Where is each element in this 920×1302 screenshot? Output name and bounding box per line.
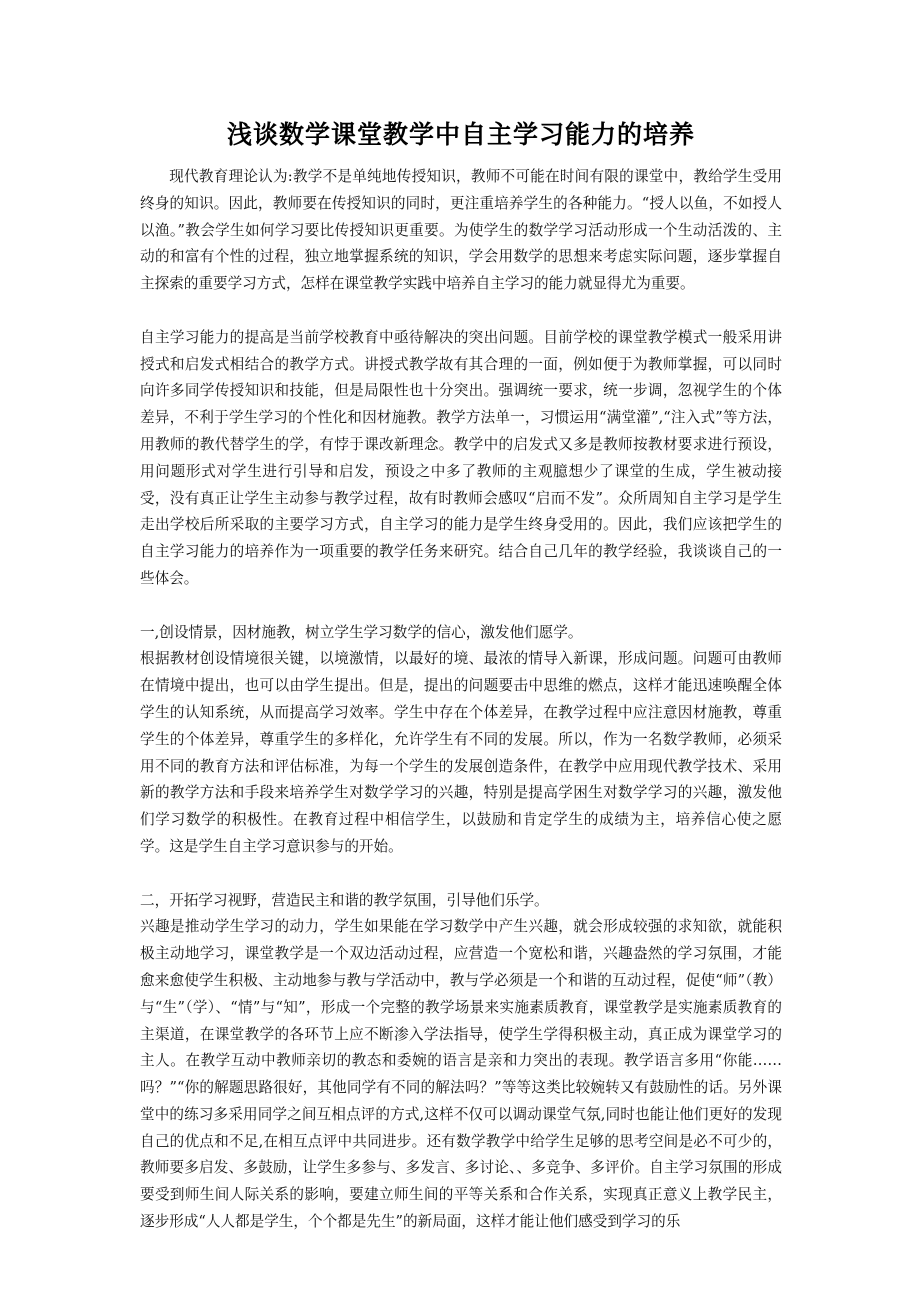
paragraph-gap — [140, 298, 782, 325]
problem-paragraph: 自主学习能力的提高是当前学校教育中亟待解决的突出问题。目前学校的课堂教学模式一般采用讲授式和启发式相结合的教学方式。讲授式教学故有其合理的一面，例如便于为教师掌握，可以同时向许多同学传授知识和技能，但是局限性也十分突出。强调统一要求，统一步调，忽视学生的个体差异，不利于学生学习的个性化和因材施教。教学方法单一，习惯运用“满堂灌”,“注入式”等方法，用教师的教代替学生的学，有悖于课改新理念。教学中的启发式又多是教师按教材要求进行预设，用问题形式对学生进行引导和启发，预设之中多了教师的主观臆想少了课堂的生成，学生被动接受，没有真正让学生主动参与教学过程，故有时教师会感叹“启而不发”。众所周知自主学习是学生走出学校后所采取的主要学习方式，自主学习的能力是学生终身受用的。因此，我们应该把学生的自主学习能力的培养作为一项重要的教学任务来研究。结合自己几年的教学经验，我谈谈自己的一些体会。 — [140, 328, 782, 587]
section-heading-2: 二，开拓学习视野，营造民主和谐的教学氛围，引导他们乐学。 — [140, 891, 549, 909]
paragraph-gap — [140, 861, 782, 888]
paragraph-gap — [140, 593, 782, 620]
section-body-1: 根据教材创设情境很关键，以境激情，以最好的境、最浓的情导入新课，形成问题。问题可由教师在情境中提出，也可以由学生提出。但是，提出的问题要击中思维的燃点，这样才能迅速唤醒全体学生的认知系统，从而提高学习效率。学生中存在个体差异，在教学过程中应注意因材施教，尊重学生的个体差异，尊重学生的多样化，允许学生有不同的发展。所以，作为一名数学教师，必须采用不同的教育方法和评估标准，为每一个学生的发展创造条件，在教学中应用现代教学技术、采用新的教学方法和手段来培养学生对数学学习的兴趣，特别是提高学困生对数学学习的兴趣，激发他们学习数学的积极性。在教育过程中相信学生，以鼓励和肯定学生的成绩为主，培养信心使之愿学。这是学生自主学习意识参与的开始。 — [140, 650, 782, 855]
intro-paragraph: 现代教育理论认为:教学不是单纯地传授知识，教师不可能在时间有限的课堂中，教给学生受用终身的知识。因此，教师要在传授知识的同时，更注重培养学生的各种能力。“授人以鱼，不如授人以渔。”教会学生如何学习要比传授知识更重要。为使学生的数学学习活动形成一个生动活泼的、主动的和富有个性的过程，独立地掌握系统的知识，学会用数学的思想来考虑实际问题，逐步掌握自主探索的重要学习方式，怎样在课堂教学实践中培养自主学习的能力就显得尤为重要。 — [140, 168, 782, 293]
document-page — [140, 114, 782, 1236]
section-body-2: 兴趣是推动学生学习的动力，学生如果能在学习数学中产生兴趣，就会形成较强的求知欲，就能积极主动地学习，课堂教学是一个双边活动过程，应营造一个宽松和谐，兴趣盎然的学习氛围，才能愈来愈使学生积极、主动地参与教与学活动中，教与学必须是一个和谐的互动过程，促使“师”（教）与“生”（学）、“情”与“知”，形成一个完整的教学场景来实施素质教育，课堂教学是实施素质教育的主渠道，在课堂教学的各环节上应不断渗入学法指导，使学生学得积极主动，真正成为课堂学习的主人。在教学互动中教师亲切的教态和委婉的语言是亲和力突出的表现。教学语言多用“你能……吗？”“你的解题思路很好，其他同学有不同的解法吗？”等等这类比较婉转又有鼓励性的话。另外课堂中的练习多采用同学之间互相点评的方式,这样不仅可以调动课堂气氛,同时也能让他们更好的发现自己的优点和不足,在相互点评中共同进步。还有数学教学中给学生足够的思考空间是必不可少的，教师要多启发、多鼓励，让学生多参与、多发言、多讨论、、多竞争、多评价。自主学习氛围的形成要受到师生间人际关系的影响，要建立师生间的平等关系和合作关系，实现真正意义上教学民主，逐步形成“人人都是学生，个个都是先生”的新局面，这样才能让他们感受到学习的乐 — [140, 918, 782, 1231]
section-heading-1: 一,创设情景，因材施教，树立学生学习数学的信心，激发他们愿学。 — [140, 623, 583, 641]
document-title: 浅谈数学课堂教学中自主学习能力的培养 — [226, 120, 695, 149]
